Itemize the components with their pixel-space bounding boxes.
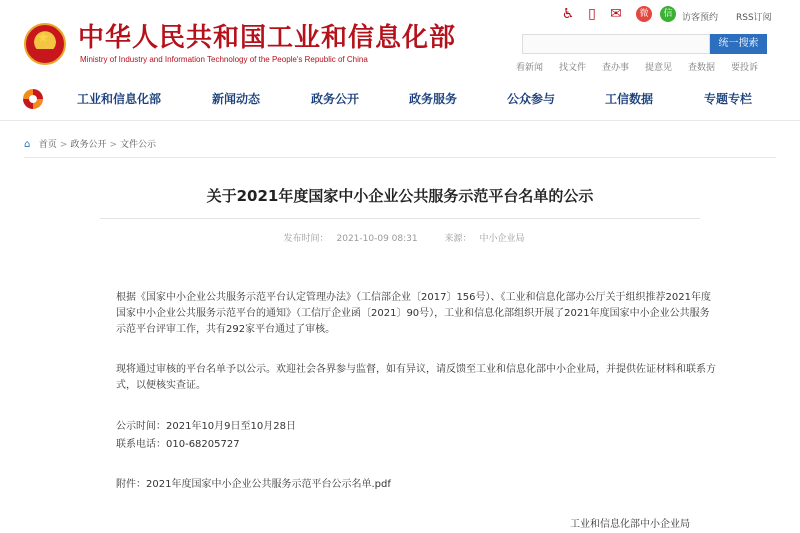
nav-divider — [0, 120, 800, 121]
search-button[interactable]: 统一搜索 — [710, 34, 767, 54]
mail-icon[interactable]: ✉ — [610, 6, 622, 22]
quick-link-data[interactable]: 查数据 — [688, 63, 716, 73]
article-meta — [0, 231, 800, 244]
contact-phone: 联系电话：010-68205727 — [116, 439, 240, 450]
breadcrumb-separator: > — [59, 140, 68, 150]
national-emblem-logo[interactable]: ★ — [24, 23, 66, 65]
weibo-icon[interactable]: 微 — [636, 6, 652, 22]
nav-item-data[interactable]: 工信数据 — [605, 92, 654, 106]
site-title[interactable]: 中华人民共和国工业和信息化部 — [78, 23, 457, 53]
article-title: 关于2021年度国家中小企业公共服务示范平台名单的公示 — [206, 187, 594, 205]
article-paragraph-2: 现将通过审核的平台名单予以公示。欢迎社会各界参与监督，如有异议，请反馈至工业和信息化部中小企业局，并提供佐证材料和联系方式，以便核实查证。 — [116, 364, 716, 391]
quick-link-complaint[interactable]: 要投诉 — [731, 63, 759, 73]
publish-time: 2021-10-09 08:31 — [336, 234, 418, 244]
notice-period: 公示时间：2021年10月9日至10月28日 — [116, 421, 296, 432]
nav-item-news[interactable]: 新闻动态 — [212, 92, 261, 106]
nav-item-public-participation[interactable]: 公众参与 — [507, 92, 556, 106]
mobile-icon[interactable]: ▯ — [588, 6, 596, 22]
site-header — [0, 0, 800, 80]
home-icon[interactable]: ⌂ — [24, 139, 31, 150]
breadcrumb-separator: > — [109, 140, 117, 150]
site-subtitle: Ministry of Industry and Information Technology of the People's Republic of China — [80, 55, 368, 64]
nav-item-ministry[interactable]: 工业和信息化部 — [77, 92, 162, 106]
accessibility-icon[interactable]: ♿ — [561, 6, 575, 22]
signature: 工业和信息化部中小企业局 — [570, 519, 690, 530]
breadcrumb-divider — [24, 157, 776, 158]
quick-link-feedback[interactable]: 提意见 — [645, 63, 673, 73]
publish-time-label: 发布时间： — [283, 234, 329, 244]
article-paragraph-1: 根据《国家中小企业公共服务示范平台认定管理办法》（工信部企业〔2017〕156号）、《工业和信息化部办公厅关于组织推荐2021年度国家中小企业公共服务示范平台的通知》（工信厅企业函〔2021〕90号），工业和信息化部组织开展了2021年度国家中小企业公共服务示范平台评审工作，共有292家平台通过了审核。 — [116, 292, 711, 335]
breadcrumb-file-notice[interactable]: 文件公示 — [120, 140, 157, 150]
visit-booking-link[interactable]: 访客预约 — [682, 13, 719, 23]
attachment-link[interactable]: 附件：2021年度国家中小企业公共服务示范平台公示名单.pdf — [116, 479, 391, 490]
title-divider — [100, 218, 700, 219]
quick-link-news[interactable]: 看新闻 — [516, 63, 544, 73]
quick-links — [516, 60, 766, 74]
breadcrumb-gov-affairs[interactable]: 政务公开 — [70, 140, 107, 150]
quick-link-services[interactable]: 查办事 — [602, 63, 630, 73]
quick-link-files[interactable]: 找文件 — [559, 63, 587, 73]
nav-item-gov-affairs[interactable]: 政务公开 — [311, 92, 360, 106]
wechat-icon[interactable]: 信 — [660, 6, 676, 22]
breadcrumb — [24, 137, 156, 150]
nav-logo-icon[interactable] — [23, 89, 43, 109]
nav-item-topics[interactable]: 专题专栏 — [704, 92, 753, 106]
rss-link[interactable]: RSS订阅 — [736, 13, 772, 23]
source: 中小企业局 — [479, 234, 525, 244]
breadcrumb-home[interactable]: 首页 — [38, 140, 57, 150]
search-input[interactable] — [522, 34, 710, 54]
nav-item-gov-services[interactable]: 政务服务 — [409, 92, 458, 106]
source-label: 来源： — [444, 234, 472, 244]
main-nav — [0, 82, 800, 116]
